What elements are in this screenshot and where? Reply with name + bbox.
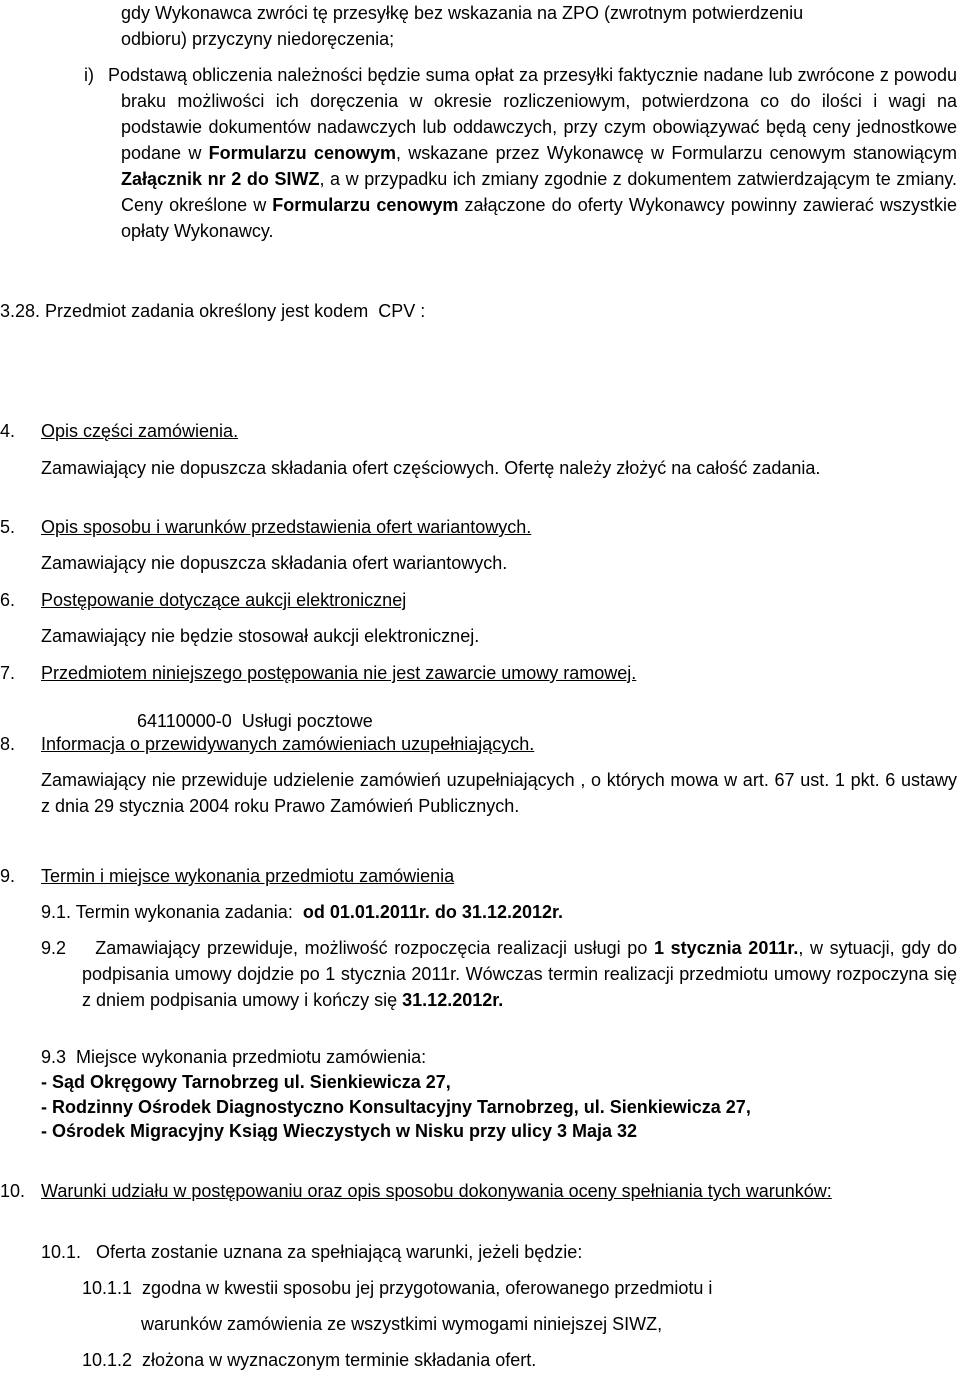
section-10-1-1-line-2: warunków zamówienia ze wszystkimi wymogami niniejszej SIWZ, — [141, 1314, 663, 1334]
section-9-2-label: 9.2 — [41, 938, 67, 958]
section-9-title: Termin i miejsce wykonania przedmiotu zamówienia — [41, 866, 455, 886]
section-9-1: 9.1. Termin wykonania zadania: od 01.01.2011r. do 31.12.2012r. — [41, 902, 564, 922]
section-10-title: Warunki udziału w postępowaniu oraz opis sposobu dokonywania oceny spełniania tych warunków: — [41, 1181, 832, 1201]
section-9-2-paragraph: Zamawiający przewiduje, możliwość rozpoczęcia realizacji usługi po 1 stycznia 2011r., w sytuacji, gdy do podpisania umowy dojdzie po 1 stycznia 2011r. Wówczas termin realizacji przedmiotu umowy rozpoczyna się z dniem podpisania umowy i kończy się 31.12.2012r. — [82, 938, 958, 1010]
bold-start-date: 1 stycznia 2011r. — [653, 938, 799, 958]
section-7-number: 7. — [0, 663, 16, 683]
prev-line-1: gdy Wykonawca zwróci tę przesyłkę bez wskazania na ZPO (zwrotnym potwierdzeniu — [121, 3, 804, 23]
location-2: - Rodzinny Ośrodek Diagnostyczno Konsultacyjny Tarnobrzeg, ul. Sienkiewicza 27, — [41, 1097, 751, 1117]
section-6-body: Zamawiający nie będzie stosował aukcji elektronicznej. — [41, 626, 480, 646]
item-i-label: i) — [84, 65, 94, 85]
prev-line-2: odbioru) przyczyny niedoręczenia; — [121, 29, 395, 49]
section-10-1-1-line-1: 10.1.1 zgodna w kwestii sposobu jej przygotowania, oferowanego przedmiotu i — [82, 1278, 713, 1298]
bold-zalacznik: Załącznik nr 2 do SIWZ — [121, 169, 320, 189]
bold-end-date: 31.12.2012r. — [402, 990, 504, 1010]
section-5-body: Zamawiający nie dopuszcza składania ofert wariantowych. — [41, 553, 508, 573]
section-5-title: Opis sposobu i warunków przedstawienia ofert wariantowych. — [41, 517, 532, 537]
section-4-body: Zamawiający nie dopuszcza składania ofert częściowych. Ofertę należy złożyć na całość zadania. — [41, 458, 821, 478]
section-9-1-dates: od 01.01.2011r. do 31.12.2012r. — [302, 902, 564, 922]
section-8-number: 8. — [0, 734, 16, 754]
location-3: - Ośrodek Migracyjny Ksiąg Wieczystych w Nisku przy ulicy 3 Maja 32 — [41, 1121, 638, 1141]
section-10-number: 10. — [0, 1181, 26, 1201]
section-4-number: 4. — [0, 421, 16, 441]
section-9-number: 9. — [0, 866, 16, 886]
prev-item-continuation — [121, 0, 957, 52]
section-10-1: 10.1. Oferta zostanie uznana za spełniającą warunki, jeżeli będzie: — [41, 1242, 583, 1262]
bold-formularz-cenowym-1: Formularzu cenowym — [208, 143, 396, 163]
section-6-number: 6. — [0, 590, 16, 610]
location-1: - Sąd Okręgowy Tarnobrzeg ul. Sienkiewicza 27, — [41, 1072, 451, 1092]
cpv-code: 64110000-0 Usługi pocztowe — [137, 711, 373, 731]
section-6-title: Postępowanie dotyczące aukcji elektronicznej — [41, 590, 407, 610]
bold-formularz-cenowym-2: Formularzu cenowym — [272, 195, 459, 215]
section-7-title: Przedmiotem niniejszego postępowania nie jest zawarcie umowy ramowej. — [41, 663, 637, 683]
section-8-title: Informacja o przewidywanych zamówieniach uzupełniających. — [41, 734, 535, 754]
section-10-1-2: 10.1.2 złożona w wyznaczonym terminie składania ofert. — [82, 1350, 537, 1370]
section-9-3-title: 9.3 Miejsce wykonania przedmiotu zamówienia: — [41, 1047, 427, 1067]
section-4-title: Opis części zamówienia. — [41, 421, 239, 441]
section-3-28: 3.28. Przedmiot zadania określony jest kodem CPV : — [0, 301, 426, 321]
item-i-paragraph: Podstawą obliczenia należności będzie suma opłat za przesyłki faktycznie nadane lub zwrócone z powodu braku możliwości ich doręczenia w okresie rozliczeniowym, potwierdzona co do ilości i wagi na podstawie dokumentów nadawczych lub oddawczych, przy czym obowiązywać będą ceny jednostkowe podane w Formularzu cenowym, wskazane przez Wykonawcę w Formularzu cenowym stanowiącym Załącznik nr 2 do SIWZ, a w przypadku ich zmiany zgodnie z dokumentem zatwierdzającym te zmiany. Ceny określone w Formularzu cenowym załączone do oferty Wykonawcy powinny zawierać wszystkie opłaty Wykonawcy. — [108, 65, 958, 241]
section-8-body: Zamawiający nie przewiduje udzielenie zamówień uzupełniających , o których mowa w art. 67 ust. 1 pkt. 6 ustawy z dnia 29 stycznia 2004 roku Prawo Zamówień Publicznych. — [41, 770, 957, 816]
section-5-number: 5. — [0, 517, 16, 537]
